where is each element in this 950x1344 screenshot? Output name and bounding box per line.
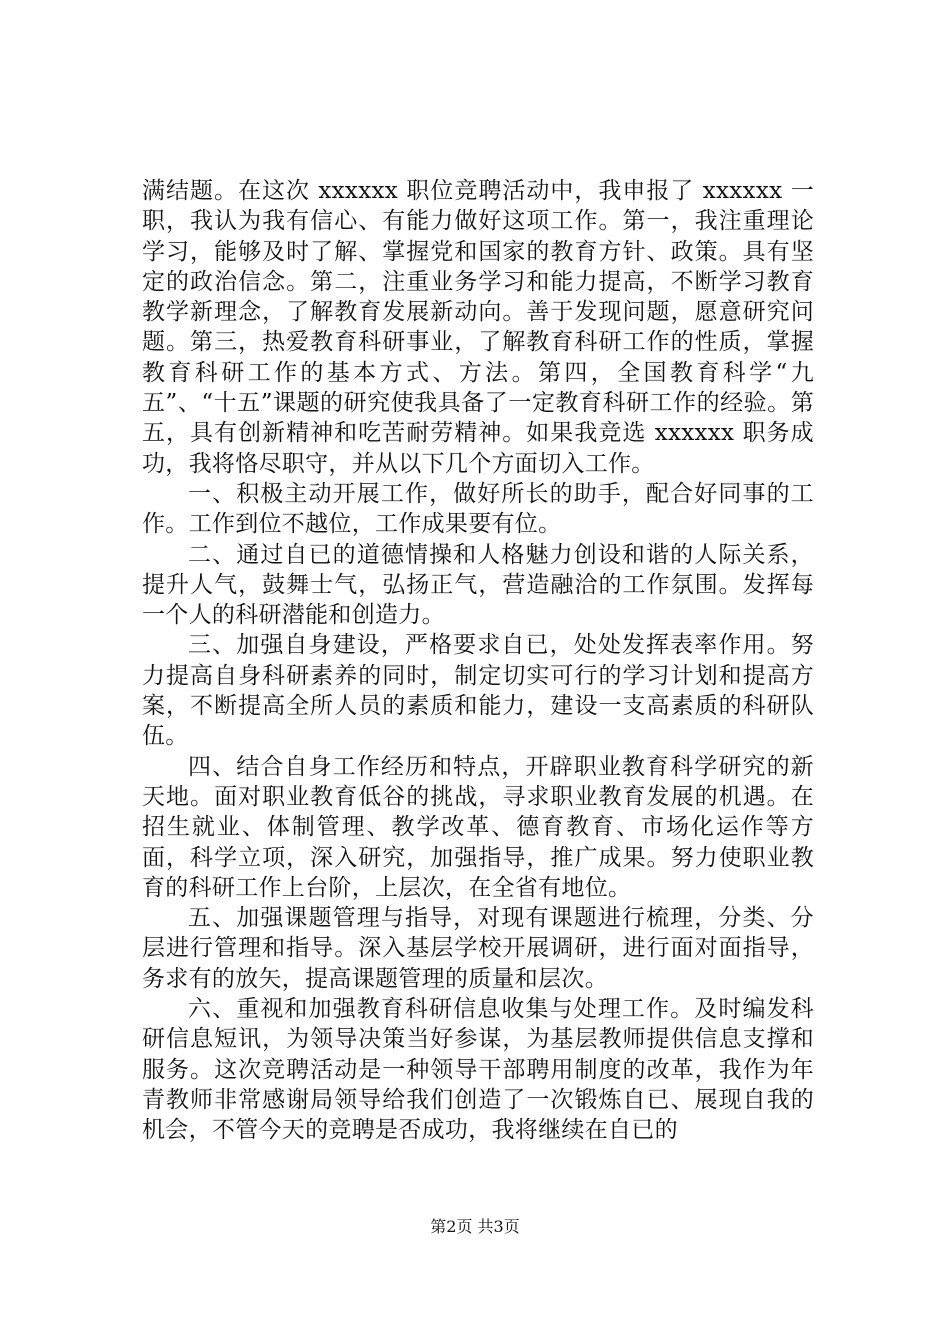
paragraph-item-1: 一、积极主动开展工作，做好所长的助手，配合好同事的工作。工作到位不越位，工作成果要有位。	[142, 480, 814, 538]
document-body	[142, 176, 814, 1146]
paragraph-item-3: 三、加强自身建设，严格要求自已，处处发挥表率作用。努力提高自身科研素养的同时，制定切实可行的学习计划和提高方案，不断提高全所人员的素质和能力，建设一支高素质的科研队伍。	[142, 632, 814, 750]
paragraph-item-6: 六、重视和加强教育科研信息收集与处理工作。及时编发科研信息短讯，为领导决策当好参谋，为基层教师提供信息支撑和服务。这次竞聘活动是一种领导干部聘用制度的改革，我作为年青教师非常感谢局领导给我们创造了一次锻炼自已、展现自我的机会，不管今天的竞聘是否成功，我将继续在自已的	[142, 996, 814, 1144]
paragraph-item-5: 五、加强课题管理与指导，对现有课题进行梳理，分类、分层进行管理和指导。深入基层学校开展调研，进行面对面指导，务求有的放矢，提高课题管理的质量和层次。	[142, 905, 814, 992]
paragraph-intro: 满结题。在这次 xxxxxx 职位竞聘活动中，我申报了 xxxxxx 一职，我认为我有信心、有能力做好这项工作。第一，我注重理论学习，能够及时了解、掌握党和国家的教育方针、政策。具有坚定的政治信念。第二，注重业务学习和能力提高，不断学习教育教学新理念，了解教育发展新动向。善于发现问题，愿意研究问题。第三，热爱教育科研事业，了解教育科研工作的性质，掌握教育科研工作的基本方式、方法。第四，全国教育科学“九五”、“十五”课题的研究使我具备了一定教育科研工作的经验。第五，具有创新精神和吃苦耐劳精神。如果我竞选 xxxxxx 职务成功，我将恪尽职守，并从以下几个方面切入工作。	[142, 178, 814, 477]
paragraph-item-2: 二、通过自已的道德情操和人格魅力创设和谐的人际关系，提升人气，鼓舞士气，弘扬正气，营造融洽的工作氛围。发挥每一个人的科研潜能和创造力。	[142, 541, 814, 629]
page-footer	[0, 1216, 950, 1238]
paragraph-item-4: 四、结合自身工作经历和特点，开辟职业教育科学研究的新天地。面对职业教育低谷的挑战，寻求职业教育发展的机遇。在招生就业、体制管理、教学改革、德育教育、市场化运作等方面，科学立项，深入研究，加强指导，推广成果。努力使职业教育的科研工作上台阶，上层次，在全省有地位。	[142, 753, 814, 901]
page-number-label: 第2页 共3页	[430, 1217, 520, 1236]
